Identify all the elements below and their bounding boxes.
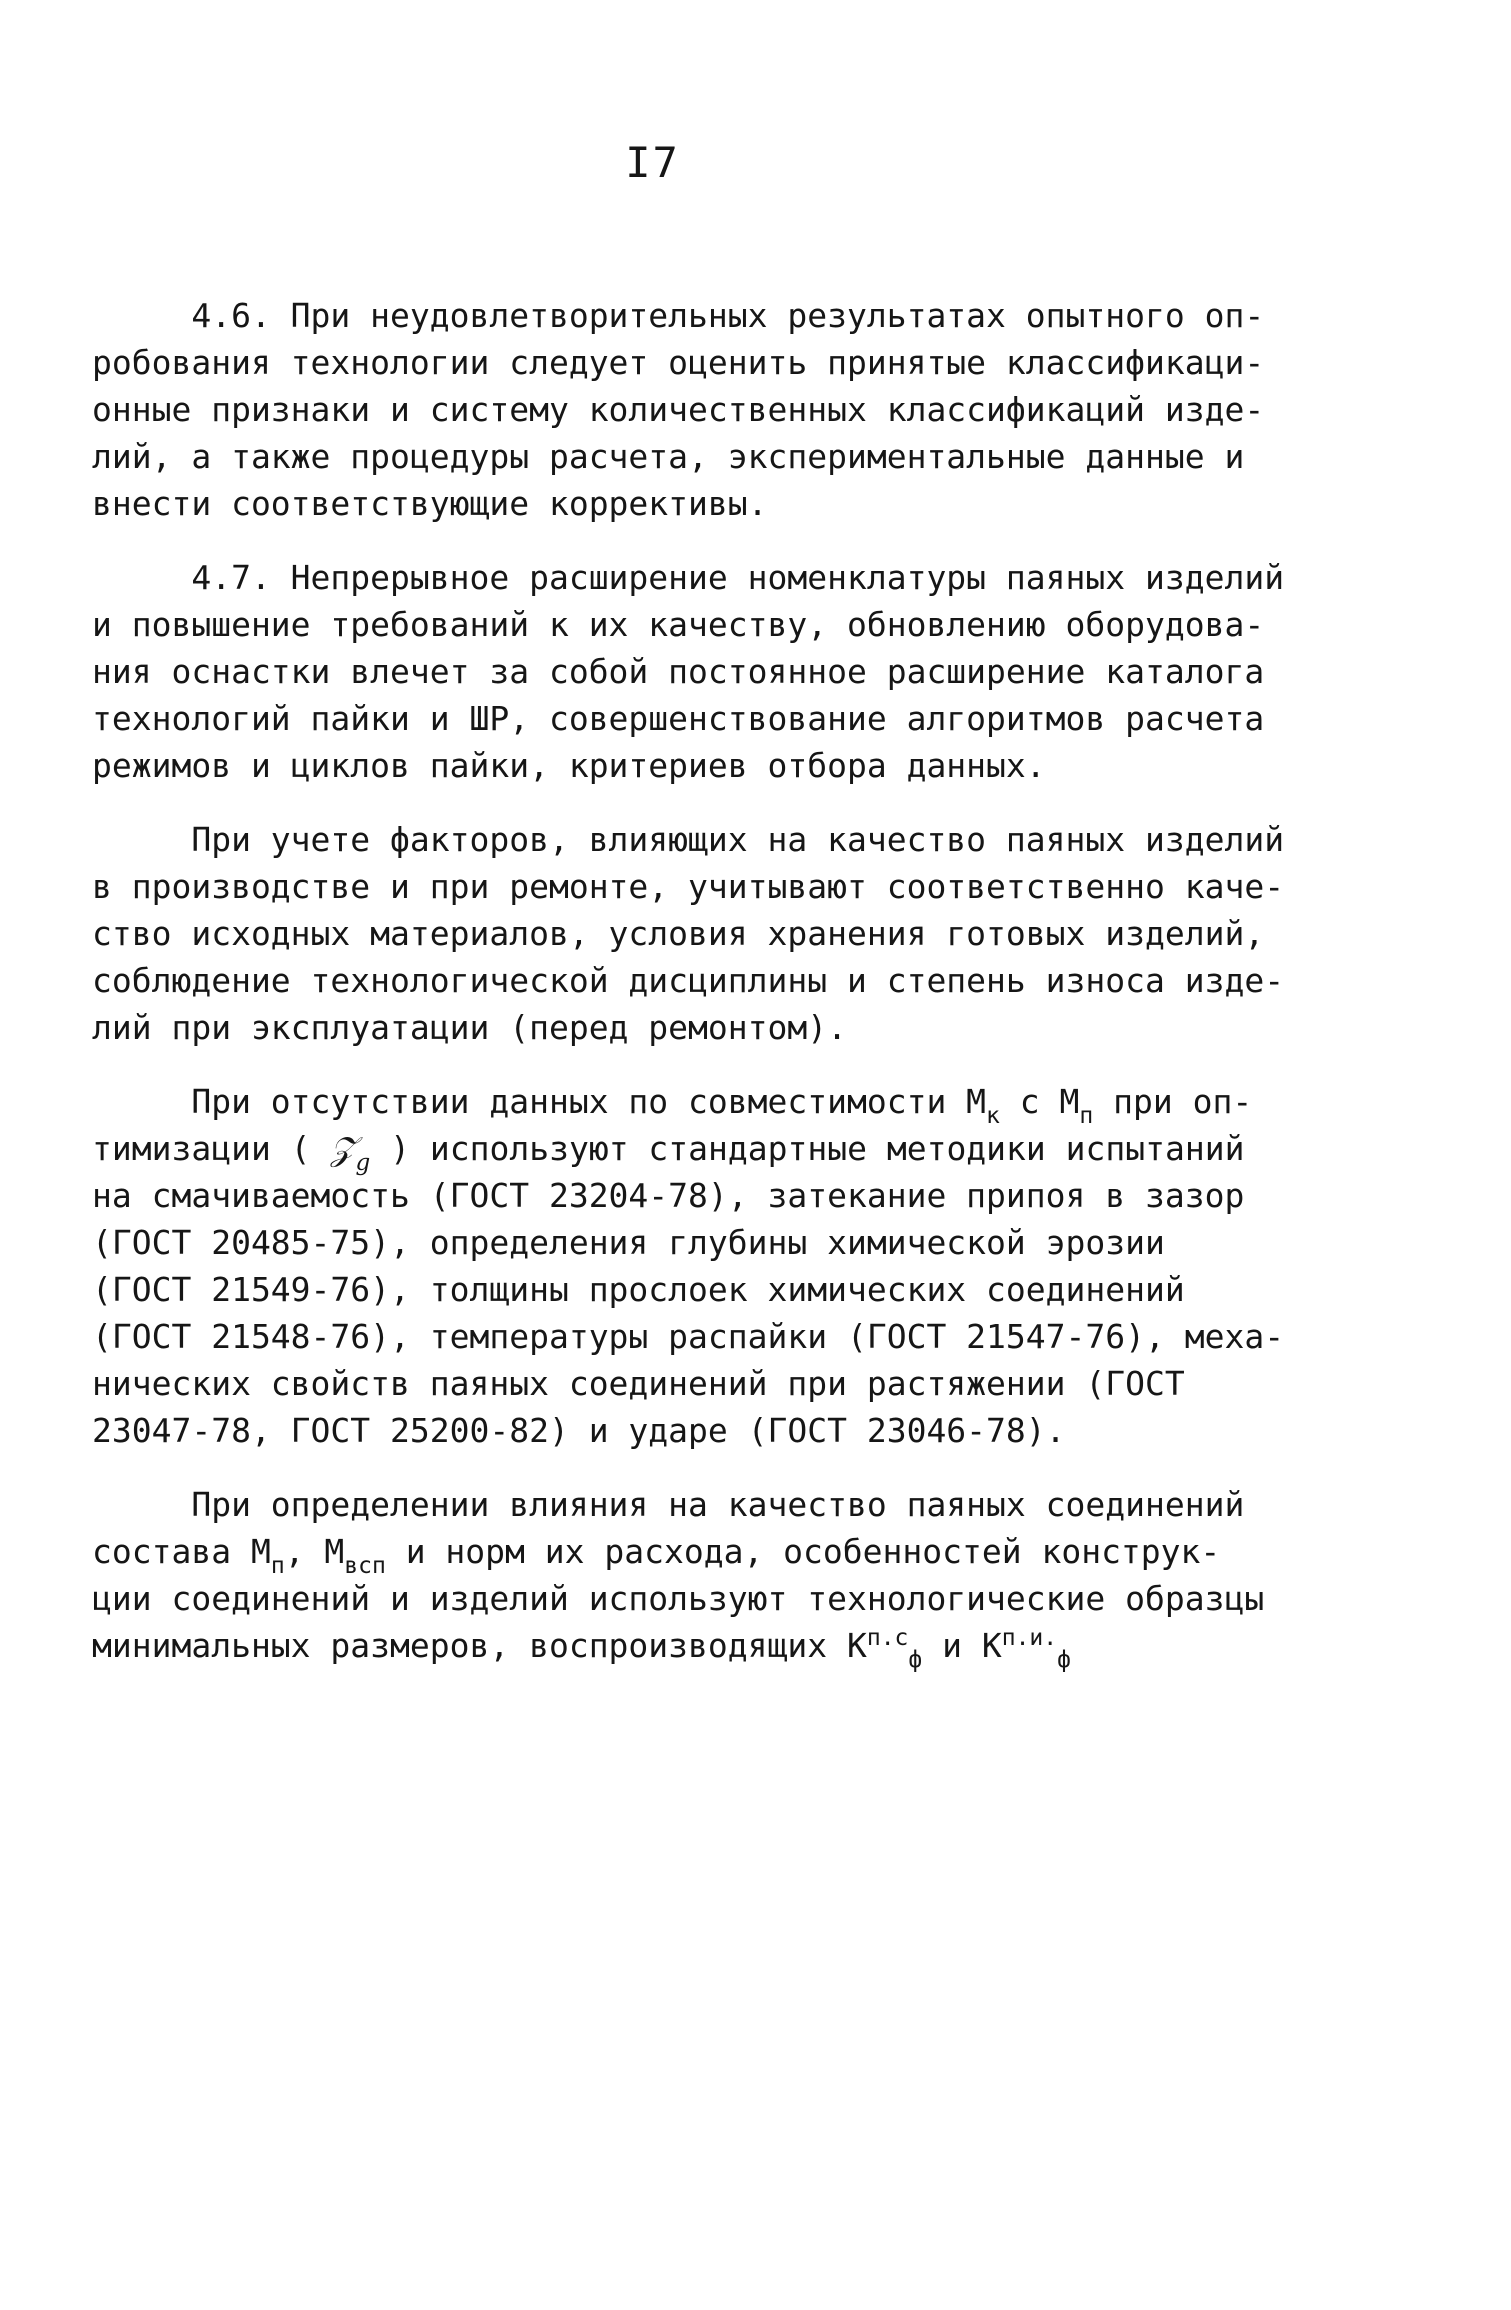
page-number: I7 [625,138,680,187]
text-line [92,1622,1292,1673]
subscript: к [986,1103,1000,1129]
text-run: При отсутствии данных по совместимости М [92,1082,987,1121]
text-line: технологий пайки и ШР, совершенствование алгоритмов расчета [92,699,1265,738]
text-line: При учете факторов, влияющих на качество паяных изделий [92,820,1285,859]
superscript: п.с [866,1625,909,1651]
text-run: состава М [92,1532,271,1571]
text-run: ) используют стандартные методики испытаний [370,1129,1245,1168]
optimization-criterion-symbol: 𝒵 [330,1129,356,1168]
text-line: лий, а также процедуры расчета, экспериментальные данные и [92,437,1245,476]
text-run: тимизации ( [92,1129,331,1168]
text-line: на смачиваемость (ГОСТ 23204-78), затекание припоя в зазор [92,1176,1245,1215]
text-run: при оп- [1093,1082,1253,1121]
subscript: ф [908,1647,923,1673]
paragraph-4-6 [92,292,1292,527]
document-body [92,292,1292,1673]
text-run: минимальных размеров, воспроизводящих К [92,1626,867,1665]
text-line: и повышение требований к их качеству, обновлению оборудова- [92,605,1265,644]
text-line: ство исходных материалов, условия хранения готовых изделий, [92,914,1265,953]
paragraph-quality-factors [92,816,1292,1051]
text-line: (ГОСТ 20485-75), определения глубины химической эрозии [92,1223,1165,1262]
text-run: с М [999,1082,1080,1121]
text-line: в производстве и при ремонте, учитывают соответственно каче- [92,867,1285,906]
text-line: соблюдение технологической дисциплины и степень износа изде- [92,961,1285,1000]
text-line: 23047-78, ГОСТ 25200-82) и ударе (ГОСТ 23046-78). [92,1411,1066,1450]
subscript: п [270,1553,285,1579]
paragraph-4-7 [92,554,1292,789]
text-line: (ГОСТ 21548-76), температуры распайки (ГОСТ 21547-76), меха- [92,1317,1285,1356]
text-line: нических свойств паяных соединений при растяжении (ГОСТ [92,1364,1185,1403]
paragraph-technological-samples [92,1481,1292,1673]
subscript: всп [344,1553,386,1579]
subscript: п [1079,1103,1094,1129]
text-line: ции соединений и изделий используют технологические образцы [92,1579,1265,1618]
text-line [92,1125,1292,1176]
text-line: лий при эксплуатации (перед ремонтом). [92,1008,847,1047]
text-line: При определении влияния на качество паяных соединений [92,1485,1245,1524]
text-line [92,1528,1292,1579]
paragraph-compatibility-tests [92,1078,1292,1454]
text-run: и норм их расхода, особенностей конструк- [385,1532,1221,1571]
text-line: (ГОСТ 21549-76), толщины прослоек химических соединений [92,1270,1185,1309]
text-line [92,1078,1292,1129]
text-line: 4.7. Непрерывное расширение номенклатуры паяных изделий [92,558,1285,597]
text-line: режимов и циклов пайки, критериев отбора данных. [92,746,1046,785]
text-run: и К [922,1626,1002,1665]
text-line: ния оснастки влечет за собой постоянное расширение каталога [92,652,1265,691]
superscript: п.и. [1001,1625,1058,1651]
text-line: онные признаки и систему количественных классификаций изде- [92,390,1265,429]
text-line: внести соответствующие коррективы. [92,484,768,523]
text-run: , М [284,1532,345,1571]
subscript: ф [1057,1647,1071,1673]
subscript: g [355,1150,371,1176]
text-line: робования технологии следует оценить принятые классификаци- [92,343,1265,382]
text-line: 4.6. При неудовлетворительных результатах опытного оп- [92,296,1265,335]
